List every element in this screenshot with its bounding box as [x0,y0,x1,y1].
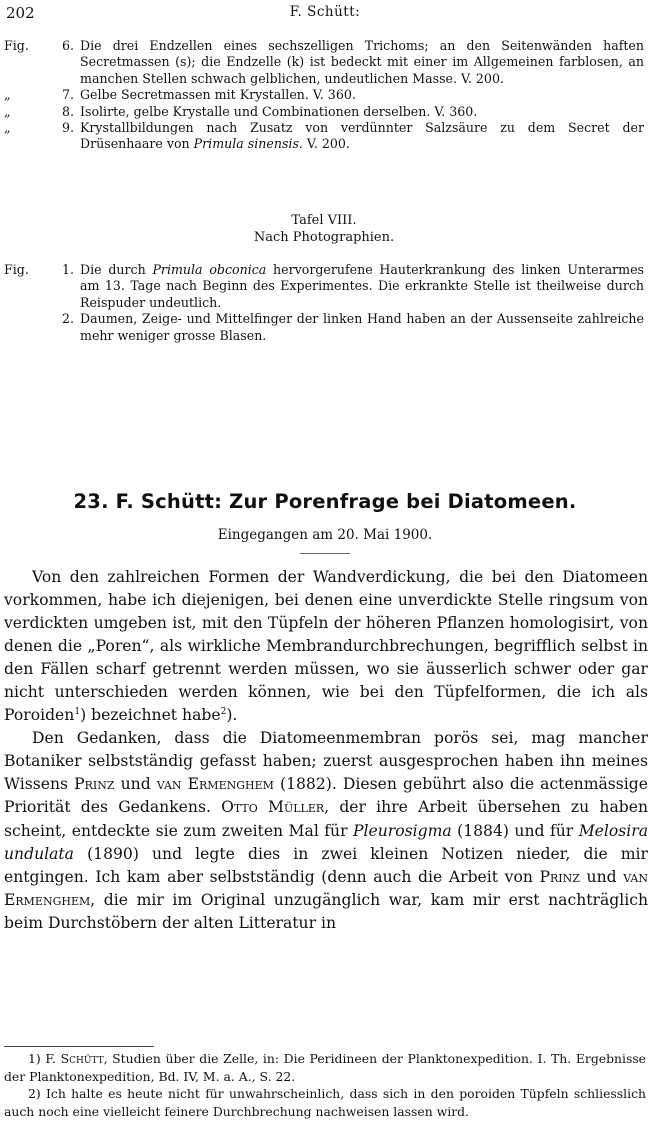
legend-number: 1. [61,262,74,277]
text-run: und [579,867,624,886]
legend-text-part: hervorgerufene Hauterkrankung des linken Unterarmes am 13. Tage nach Beginn des Experimentes. Die erkrankte Stelle ist theilweise durch Reispuder undeutlich. [80,262,644,310]
paragraph [4,566,648,727]
text-run: , die mir im Original unzugänglich war, kam mir erst nachträglich beim Durchstöbern der alten Litteratur in [4,890,648,932]
legend-text-part: Die durch [80,262,153,277]
footnote-2: 2) Ich halte es heute nicht für unwahrscheinlich, dass sich in den poroiden Tüpfeln schliesslich auch noch eine vielleicht feinere Durchbrechung nachweisen lassen wird. [4,1086,646,1119]
figure-legend-upper [4,38,644,153]
text-run: ) bezeichnet habe [80,706,221,725]
footnote-1 [4,1050,646,1085]
legend-label: „ [4,103,11,119]
footnote-ref: 1 [74,707,81,718]
legend-number: 9. [61,120,74,136]
legend-number: 2. [61,311,74,327]
footnotes [4,1050,646,1120]
author-name: Prinz [74,775,115,794]
plate-title: Tafel VIII. [291,213,357,228]
legend-item [4,311,644,344]
text-run: (1890) und legte dies in zwei kleinen Notizen nieder, die mir entgingen. Ich kam aber selbstständig (denn auch die Arbeit von [4,844,648,886]
text-run: (1884) und für [451,821,579,840]
legend-text: Die drei Endzellen eines sechszelligen Trichoms; an den Seitenwänden haften Secretmassen (s); die Endzelle (k) ist bedeckt mit einer im Allgemeinen farblosen, an manchen Stellen schwach gelblichen, undeutlichen Masse. V. 200. [80,38,644,86]
text-run: ). [226,706,238,725]
legend-item [4,262,644,311]
text-run: und [114,775,157,794]
author-name: van Ermenghem [4,867,649,909]
paragraph [4,727,648,934]
legend-text: Gelbe Secretmassen mit Krystallen. V. 360. [80,87,356,103]
species-name: Primula obconica [152,262,267,277]
footnote-ref: 2 [220,707,227,718]
article-title: 23. F. Schütt: Zur Porenfrage bei Diatomeen. [73,490,577,513]
legend-text-part: Krystallbildungen nach Zusatz von verdünnter Salzsäure zu dem Secret der Drüsenhaare von [80,120,644,152]
running-head: F. Schütt: [289,4,361,20]
text-run: , Studien über die Zelle, in: Die Peridineen der Planktonexpedition. I. Th. Ergebnisse der Planktonexpedition, Bd. IV, M. a. A., S. 22. [4,1051,647,1084]
plate-heading [4,212,644,246]
legend-item [4,38,644,87]
author-name: Prinz [539,867,580,886]
legend-item [4,87,644,103]
legend-item [4,120,644,153]
article-body [4,566,648,935]
legend-number: 6. [61,38,74,53]
legend-text: Daumen, Zeige- und Mittelfinger der linken Hand haben an der Aussenseite zahlreiche mehr weniger grosse Blasen. [80,311,644,343]
legend-text [80,120,644,153]
genus-name: Pleurosigma [353,821,452,840]
text-run: Den Gedanken, dass die Diatomeenmembran porös sei, mag mancher Botaniker selbstständig gefasst haben; zuerst ausgesprochen haben ihn meines Wissens [4,729,648,794]
species-name: Primula sinensis. [193,136,303,152]
text-run: (1882). Diesen gebührt also die actenmässige Priorität des Gedankens. [4,775,648,817]
legend-text: Isolirte, gelbe Krystalle und Combinationen derselben. V. 360. [80,103,478,119]
legend-label: „ [4,120,11,136]
page-header [6,4,644,24]
legend-label: Fig. [4,38,29,53]
footnote-divider [4,1046,154,1047]
legend-text-part: V. 200. [302,136,350,152]
legend-label: Fig. [4,262,29,277]
text-run: 1) F. [28,1051,61,1066]
title-divider [300,553,350,554]
legend-item [4,104,644,120]
legend-label: „ [4,87,11,103]
legend-number: 8. [61,103,74,119]
page-number: 202 [6,4,35,22]
species-name: Melosira undulata [4,821,648,863]
author-name: Schütt [60,1051,104,1066]
received-date: Eingegangen am 20. Mai 1900. [217,527,433,543]
author-name: Otto Müller [221,798,325,817]
author-name: van Ermenghem [156,775,274,794]
text-run: Von den zahlreichen Formen der Wandverdickung, die bei den Diatomeen vorkommen, habe ich diejenigen, bei denen eine unverdickte Stelle ringsum von verdickten umgeben ist, mit den Tüpfeln der höheren Pflanzen homologisirt, von denen die „Poren“, als wirkliche Membrandurchbrechungen, begrifflich selbst in den Fällen scharf getrennt werden müssen, wo sie äusserlich schwer oder gar nicht unterschieden werden können, wie bei den Tüpfelformen, die ich als Poroiden [4,568,648,725]
legend-text [80,262,644,311]
figure-legend-lower [4,262,644,344]
plate-subtitle: Nach Photographien. [253,230,395,245]
text-run: , der ihre Arbeit übersehen zu haben scheint, entdeckte sie zum zweiten Mal für [4,798,648,840]
legend-number: 7. [61,87,74,103]
